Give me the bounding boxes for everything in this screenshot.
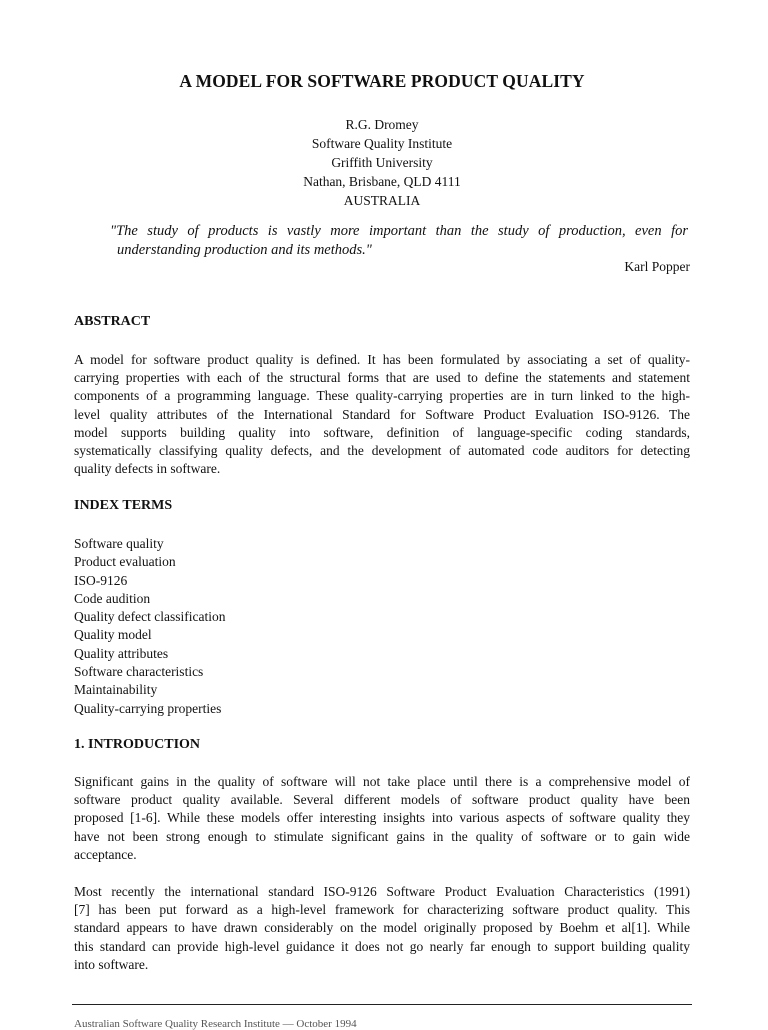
- intro-line: have not been strong enough to stimulate significant gains in the quality of software or to gain wide: [74, 828, 690, 844]
- intro-line: [7] has been put forward as a high-level framework for characterizing software product quality. This: [74, 902, 690, 918]
- epigraph-quote: [110, 222, 688, 260]
- index-term: Maintainability: [74, 682, 158, 698]
- abstract-line: carrying properties with each of the structural forms that are used to define the statements and statement: [74, 370, 690, 386]
- index-term: Product evaluation: [74, 554, 176, 570]
- abstract-line: A model for software product quality is defined. It has been formulated by associating a set of quality-: [74, 352, 690, 367]
- abstract-line: quality defects in software.: [74, 461, 221, 477]
- intro-line: Significant gains in the quality of software will not take place until there is a comprehensive model of: [74, 774, 690, 789]
- author-name: R.G. Dromey: [345, 117, 419, 132]
- index-term: Software characteristics: [74, 664, 204, 680]
- index-term: Code audition: [74, 590, 151, 606]
- intro-line: into software.: [74, 956, 149, 972]
- introduction-heading: 1. INTRODUCTION: [74, 737, 201, 752]
- author-country: AUSTRALIA: [343, 193, 421, 208]
- abstract-line: model supports building quality into software, definition of language-specific coding standards,: [74, 424, 690, 440]
- abstract-line: systematically classifying quality defects, and the development of automated code auditors for detecting: [74, 443, 690, 459]
- intro-line: acceptance.: [74, 846, 137, 862]
- index-term: Quality model: [74, 627, 152, 643]
- abstract-line: components of a programming language. These quality-carrying properties are in turn linked to the high-: [74, 388, 690, 404]
- epigraph-attribution: Karl Popper: [624, 259, 690, 274]
- abstract-line: level quality attributes of the International Standard for Software Product Evaluation ISO-9126. The: [74, 406, 690, 422]
- author-address: Nathan, Brisbane, QLD 4111: [303, 174, 461, 189]
- epigraph-line: "The study of products is vastly more important than the study of production, even for: [110, 223, 688, 239]
- paper-title: A MODEL FOR SOFTWARE PRODUCT QUALITY: [179, 71, 585, 91]
- author-university: Griffith University: [331, 155, 433, 170]
- index-term: Quality defect classification: [74, 609, 226, 625]
- author-institute: Software Quality Institute: [311, 136, 453, 151]
- intro-line: standard appears to have drawn considerably on the model originally proposed by Boehm et al[1]. While: [74, 920, 690, 936]
- abstract-heading: ABSTRACT: [74, 314, 151, 329]
- index-term: ISO-9126: [74, 572, 128, 588]
- index-term: Quality-carrying properties: [74, 700, 222, 716]
- index-terms-heading: INDEX TERMS: [74, 498, 173, 513]
- intro-line: Most recently the international standard ISO-9126 Software Product Evaluation Characteristics (1991): [74, 884, 690, 899]
- index-terms-list: [74, 535, 225, 718]
- abstract-paragraph: [74, 351, 690, 478]
- introduction-paragraph-2: [74, 883, 690, 974]
- introduction-paragraph-1: [74, 773, 690, 864]
- footer-text: Australian Software Quality Research Institute — October 1994: [74, 1018, 357, 1030]
- index-term: Software quality: [74, 536, 164, 551]
- footer-divider: [72, 1004, 692, 1005]
- intro-line: this standard can provide high-level guidance it does not go nearly far enough to support building quality: [74, 938, 690, 954]
- intro-line: proposed [1-6]. While these models offer interesting insights into various aspects of software quality they: [74, 810, 690, 826]
- epigraph-line: understanding production and its methods.": [117, 242, 372, 258]
- intro-line: software product quality available. Several different models of software product quality have been: [74, 792, 690, 808]
- author-block: [74, 115, 690, 210]
- index-term: Quality attributes: [74, 645, 169, 661]
